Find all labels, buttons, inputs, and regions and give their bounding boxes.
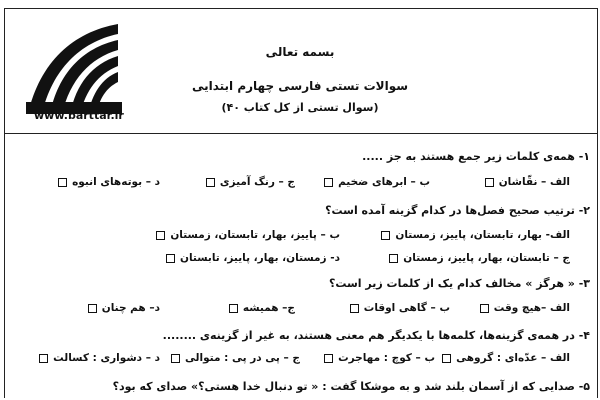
q3-option-a[interactable]: الف –هیچ وقت [480,302,570,314]
q2-option-d[interactable]: د- زمستان، بهار، پاییز، تابستان [166,252,340,264]
checkbox[interactable] [171,354,180,363]
checkbox[interactable] [88,304,97,313]
checkbox[interactable] [324,354,333,363]
q2-option-b[interactable]: ب – پاییز، بهار، تابستان، زمستان [156,229,340,241]
checkbox[interactable] [156,231,165,240]
question-4: ۴- در همه‌ی گزینه‌ها، کلمه‌ها با یکدیگر هم معنی هستند، به غیر از گزینه‌ی ........ [162,329,590,342]
checkbox[interactable] [350,304,359,313]
checkbox[interactable] [381,231,390,240]
q2-option-a[interactable]: الف- بهار، تابستان، پاییز، زمستان [381,229,570,241]
q4-option-b[interactable]: ب – کوچ : مهاجرت [324,352,435,364]
q1-option-a[interactable]: الف – نقّاشان [485,176,570,188]
checkbox[interactable] [324,178,333,187]
question-5: ۵- صدایی که از آسمان بلند شد و به موشکا گفت : « تو دنبال خدا هستی؟» صدای که بود؟ [112,380,590,393]
q1-option-c[interactable]: ج – رنگ آمیزی [206,176,295,188]
page-title: بسمه تعالی [265,45,335,59]
q4-option-c[interactable]: ج – پی در پی : متوالی [171,352,300,364]
q1-option-d[interactable]: د – بوته‌های انبوه [58,176,160,188]
q1-option-b[interactable]: ب – ابرهای ضخیم [324,176,430,188]
q3-option-c[interactable]: ج– همیشه [229,302,295,314]
checkbox[interactable] [442,354,451,363]
checkbox[interactable] [229,304,238,313]
question-2: ۲- ترتیب صحیح فصل‌ها در کدام گزینه آمده است؟ [325,204,590,217]
checkbox[interactable] [58,178,67,187]
q3-option-b[interactable]: ب – گاهی اوقات [350,302,450,314]
q4-option-a[interactable]: الف – عدّه‌ای : گروهی [442,352,570,364]
page-note: (۴۰ سوال تستی از کل کتاب) [221,101,379,114]
site-url: www.barttar.ir [34,109,124,122]
checkbox[interactable] [39,354,48,363]
checkbox[interactable] [389,254,398,263]
header-divider [4,133,598,134]
checkbox[interactable] [480,304,489,313]
q2-option-c[interactable]: ج – تابستان، بهار، پاییز، زمستان [389,252,570,264]
checkbox[interactable] [485,178,494,187]
question-3: ۳- « هرگز » مخالف کدام یک از کلمات زیر است؟ [328,277,590,290]
checkbox[interactable] [166,254,175,263]
question-1: ۱- همه‌ی کلمات زیر جمع هستند به جز ..... [362,150,590,163]
page-subtitle: سوالات تستی فارسی چهارم ابتدایی [191,79,409,93]
q4-option-d[interactable]: د – دشواری : کسالت [39,352,160,364]
checkbox[interactable] [206,178,215,187]
q3-option-d[interactable]: د– هم چنان [88,302,160,314]
